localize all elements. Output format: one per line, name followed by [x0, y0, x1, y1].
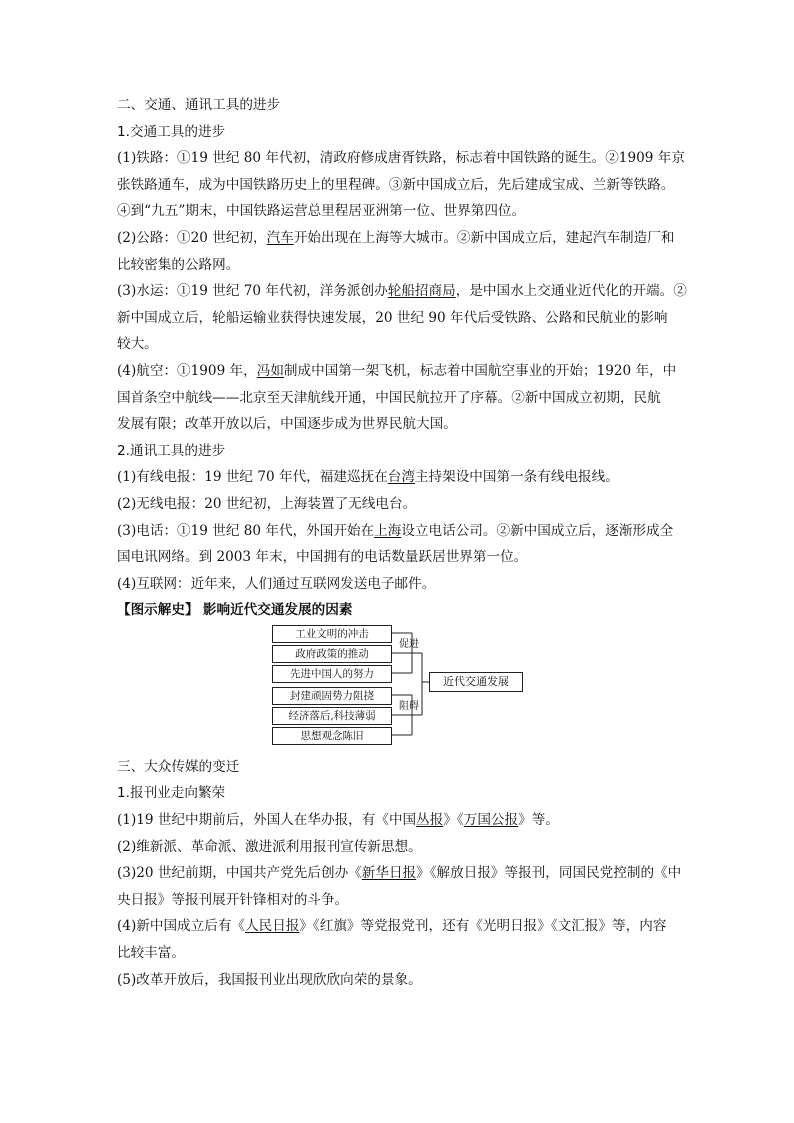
paragraph-line: 国首条空中航线——北京至天津航线开通，中国民航拉开了序幕。②新中国成立初期，民航 — [117, 389, 661, 406]
underlined-keyword: 台湾 — [387, 469, 415, 486]
text-span: 》《解放日报》等报刊，同国民党控制的《中 — [416, 865, 682, 882]
hinder-factor-box: 经济落后,科技薄弱 — [272, 707, 392, 725]
paragraph-line: 发展有限；改革开放以后，中国逐步成为世界民航大国。 — [117, 416, 457, 433]
paragraph-line: 央日报》等报刊展开针锋相对的斗争。 — [117, 891, 349, 908]
underlined-keyword: 轮船招商局 — [387, 283, 456, 300]
text-span: 》等。 — [518, 812, 559, 829]
paragraph-line — [117, 807, 679, 834]
diagram-tag: 【图示解史】 — [117, 602, 199, 619]
paragraph-line: (4)互联网：近年来，人们通过互联网发送电子邮件。 — [117, 575, 436, 592]
paragraph-line: (5)改革开放后，我国报刊业出现欣欣向荣的景象。 — [117, 971, 422, 988]
text-span: 主持架设中国第一条有线电报线。 — [414, 469, 619, 486]
underlined-keyword: 人民日报 — [245, 918, 300, 935]
paragraph-line: 新中国成立后，轮船运输业获得快速发展，20 世纪 90 年代后受铁路、公路和民航业的影响 — [117, 309, 668, 326]
paragraph-line — [117, 358, 679, 385]
factors-diagram — [117, 624, 679, 754]
text-span: (1)19 世纪中期前后，外国人在华办报，有《中国 — [117, 812, 417, 829]
text-span: (3)电话：①19 世纪 80 年代，外国开始在 — [117, 522, 375, 539]
promote-factor-box: 先进中国人的努力 — [272, 665, 392, 683]
result-box: 近代交通发展 — [429, 672, 523, 692]
paragraph-line: 较大。 — [117, 336, 158, 353]
text-span: 设立电话公司。②新中国成立后，逐渐形成全 — [401, 522, 674, 539]
text-span: 》《红旗》等党报党刊，还有《光明日报》《文汇报》等，内容 — [299, 918, 667, 935]
paragraph-line — [117, 464, 679, 491]
text-span: (1)有线电报：19 世纪 70 年代，福建巡抚在 — [117, 469, 388, 486]
promote-factor-box: 工业文明的冲击 — [272, 625, 392, 643]
hinder-factor-box: 封建顽固势力阻挠 — [272, 687, 392, 705]
underlined-keyword: 冯如 — [256, 362, 284, 379]
promote-label: 促进 — [399, 638, 419, 650]
text-span: 制成中国第一架飞机，标志着中国航空事业的开始；1920 年，中 — [283, 362, 677, 379]
text-span: 开始出现在上海等大城市。②新中国成立后，建起汽车制造厂和 — [293, 229, 675, 246]
subheading-transport-tools: 1.交通工具的进步 — [117, 123, 226, 140]
diagram-title: 影响近代交通发展的因素 — [202, 602, 353, 619]
hinder-label: 阻碍 — [399, 700, 419, 712]
underlined-keyword: 万国公报 — [463, 812, 519, 829]
diagram-caption — [117, 597, 679, 624]
text-span: ，是中国水上交通业近代化的开端。② — [455, 283, 687, 300]
paragraph-line: 比较密集的公路网。 — [117, 256, 240, 273]
paragraph-line — [117, 518, 679, 545]
text-span: (3)20 世纪前期，中国共产党先后创办《 — [117, 865, 362, 882]
underlined-keyword: 汽车 — [266, 229, 294, 246]
paragraph-line — [117, 860, 682, 887]
subheading-press: 1.报刊业走向繁荣 — [117, 785, 226, 802]
paragraph-line: ④到“九五”期末，中国铁路运营总里程居亚洲第一位、世界第四位。 — [117, 203, 526, 220]
underlined-keyword: 丛报 — [416, 812, 444, 829]
underlined-keyword: 上海 — [374, 522, 402, 539]
paragraph-line — [117, 913, 679, 940]
text-span: 》《 — [443, 812, 464, 829]
underlined-keyword: 新华日报 — [361, 865, 417, 882]
diagram-connectors — [117, 624, 679, 754]
subheading-communication-tools: 2.通讯工具的进步 — [117, 442, 226, 459]
text-span: (4)新中国成立后有《 — [117, 918, 246, 935]
section-heading-transport: 二、交通、通讯工具的进步 — [117, 97, 281, 113]
paragraph-line: 国电讯网络。到 2003 年末，中国拥有的电话数量跃居世界第一位。 — [117, 549, 528, 566]
hinder-factor-box: 思想观念陈旧 — [272, 727, 392, 745]
paragraph-line: 张铁路通车，成为中国铁路历史上的里程碑。③新中国成立后，先后建成宝成、兰新等铁路。 — [117, 176, 675, 193]
text-span: (4)航空：①1909 年， — [117, 362, 257, 379]
paragraph-line — [117, 225, 679, 252]
paragraph-line: (1)铁路：①19 世纪 80 年代初，清政府修成唐胥铁路，标志着中国铁路的诞生。②1909 年京 — [117, 150, 685, 167]
text-span: (3)水运：①19 世纪 70 年代初，洋务派创办 — [117, 283, 388, 300]
text-span: (2)公路：①20 世纪初， — [117, 229, 267, 246]
paragraph-line: (2)维新派、革命派、激进派利用报刊宣传新思想。 — [117, 838, 422, 855]
section-heading-media: 三、大众传媒的变迁 — [117, 758, 240, 775]
document-body — [117, 92, 687, 993]
promote-factor-box: 政府政策的推动 — [272, 645, 392, 663]
paragraph-line — [117, 278, 687, 305]
paragraph-line: (2)无线电报：20 世纪初，上海装置了无线电台。 — [117, 495, 417, 512]
paragraph-line: 比较丰富。 — [117, 945, 185, 962]
